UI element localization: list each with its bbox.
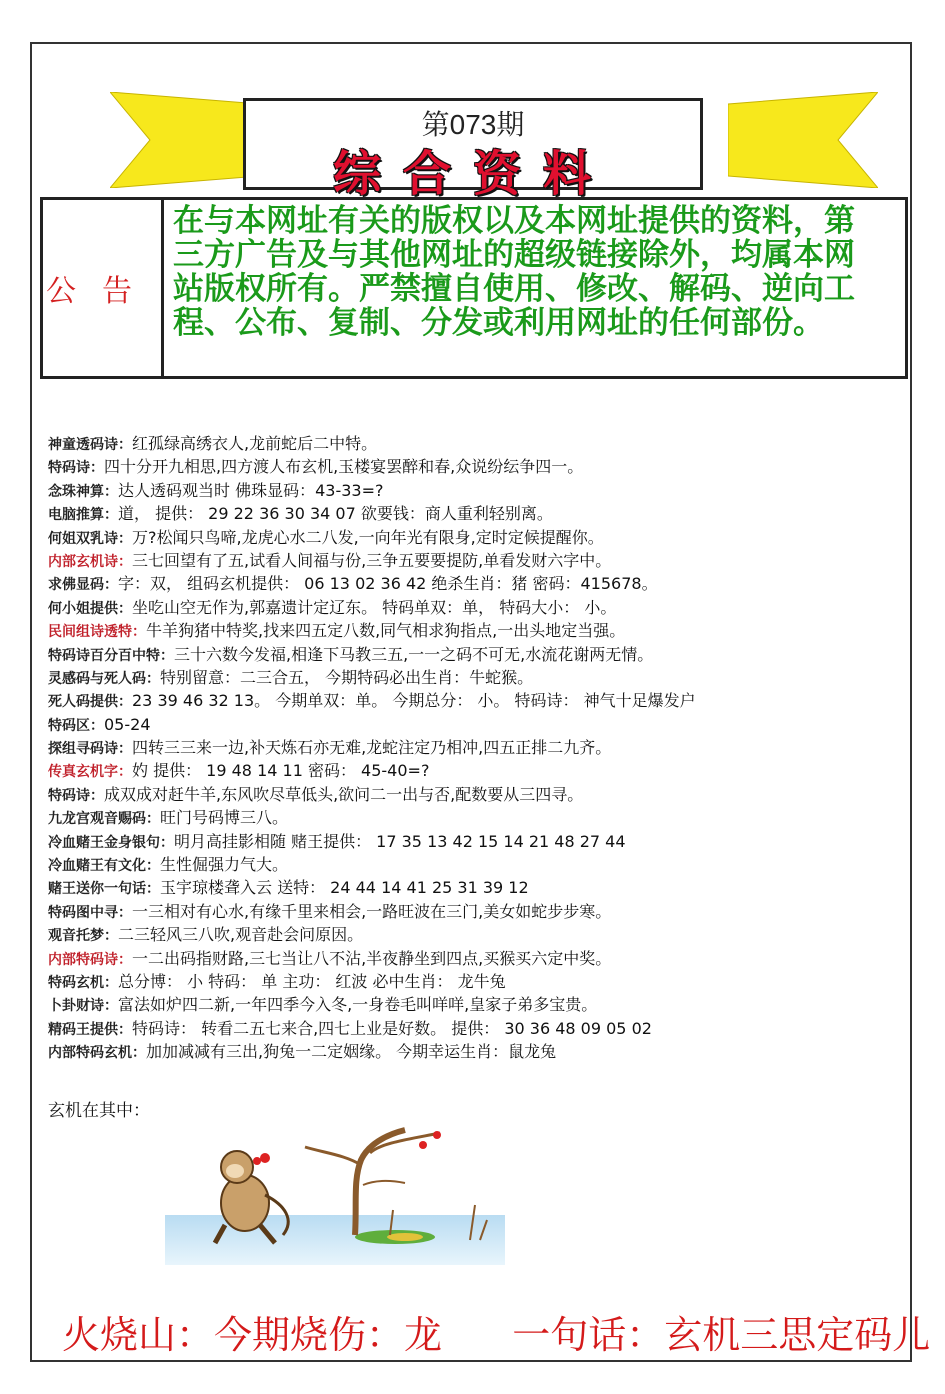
tip-value: 妁 提供： 19 48 14 11 密码： 45-40=? (132, 761, 430, 781)
tip-label: 内部特码诗： (48, 951, 132, 968)
tip-line (48, 923, 898, 946)
tip-label: 内部玄机诗： (48, 553, 132, 570)
closing-label: 玄机在其中： (48, 1101, 150, 1121)
tip-line (48, 526, 898, 549)
tip-label: 特码诗百分百中特： (48, 647, 174, 664)
tip-label: 观音托梦： (48, 928, 118, 945)
tip-label: 求佛显码： (48, 577, 118, 594)
tip-line (48, 619, 898, 642)
monkey-tree-illustration (165, 1125, 505, 1265)
tip-value: 23 39 46 32 13。 今期单双：单。 今期总分： 小。 特码诗： 神气十足爆发户 (132, 691, 696, 711)
tip-line (48, 947, 898, 970)
tip-label: 民间组诗透特： (48, 624, 146, 641)
tip-value: 05-24 (104, 714, 151, 734)
tip-value: 道， 提供： 29 22 36 30 34 07 欲要钱：商人重利轻别离。 (118, 504, 553, 524)
tip-label: 特码玄机： (48, 974, 118, 991)
footer-phrase-text: 一句话：玄机三思定码儿 (512, 1313, 931, 1357)
fruit-icon (260, 1153, 270, 1163)
tip-label: 何姐双乳诗： (48, 530, 132, 547)
tip-label: 精码王提供： (48, 1021, 132, 1038)
tip-line (48, 830, 898, 853)
tip-value: 三七回望有了五,试看人间福与份,三争五要要提防,单看发财六字中。 (132, 550, 612, 570)
tip-line (48, 900, 898, 923)
tip-label: 内部特码玄机： (48, 1045, 146, 1062)
tip-value: 富法如炉四二新,一年四季今入冬,一身卷毛叫咩咩,皇家子弟多宝贵。 (118, 995, 598, 1015)
tip-line (48, 713, 898, 736)
tip-line (48, 736, 898, 759)
ribbon-right-decoration (728, 92, 878, 188)
issue-number: 第073期 (421, 109, 525, 140)
tip-line (48, 1040, 898, 1063)
tip-line (48, 853, 898, 876)
tip-value: 特码诗： 转看二五七来合,四七上业是好数。 提供： 30 36 48 09 05 02 (132, 1018, 652, 1038)
tip-line (48, 689, 898, 712)
tip-value: 成双成对赶牛羊,东风吹尽草低头,欲问二一出与否,配数要从三四寻。 (104, 784, 584, 804)
tip-label: 探组寻码诗： (48, 741, 132, 758)
tip-value: 红孤绿高绣衣人,龙前蛇后二中特。 (132, 434, 378, 453)
tips-list (48, 432, 898, 1064)
tip-value: 四转三三来一边,补天炼石亦无难,龙蛇注定乃相冲,四五正排二九齐。 (132, 738, 612, 758)
tip-value: 旺门号码博三八。 (160, 808, 289, 828)
tip-line (48, 1017, 898, 1040)
tip-value: 生性倔强力气大。 (160, 855, 289, 875)
tip-label: 赌王送你一句话： (48, 881, 160, 898)
tip-value: 牛羊狗猪中特奖,找来四五定八数,同气相求狗指点,一出头地定当强。 (146, 621, 626, 641)
tip-value: 特别留意：二三合五， 今期特码必出生肖：牛蛇猴。 (160, 667, 534, 687)
tip-line (48, 783, 898, 806)
tip-line (48, 502, 898, 525)
tip-label: 特码区： (48, 717, 104, 734)
tip-line (48, 759, 898, 782)
footer-burn-text: 火烧山：今期烧伤：龙 (62, 1313, 443, 1357)
tip-label: 特码诗： (48, 460, 104, 477)
tip-value: 万?松闻只鸟啼,龙虎心水二八发,一向年光有限身,定时定候提醒你。 (132, 527, 604, 547)
page-title: 综合资料 (332, 146, 613, 202)
tip-label: 特码诗： (48, 787, 104, 804)
ribbon-left-decoration (110, 92, 260, 188)
tip-label: 卜卦财诗： (48, 998, 118, 1015)
tip-value: 玉宇琼楼聋入云 送特： 24 44 14 41 25 31 39 12 (160, 878, 529, 898)
tip-label: 灵感码与死人码： (48, 670, 160, 687)
tip-value: 坐吃山空无作为,郭嘉遗计定辽东。 特码单双：单， 特码大小： 小。 (132, 597, 617, 617)
tip-label: 冷血赌王有文化： (48, 858, 160, 875)
tip-line (48, 643, 898, 666)
tip-label: 念珠神算： (48, 483, 118, 500)
tip-value: 三十六数今发福,相逢下马教三五,一一之码不可无,水流花谢两无情。 (174, 644, 654, 664)
notice-label: 公告 (43, 200, 164, 376)
tip-line (48, 479, 898, 502)
tip-value: 一三相对有心水,有缘千里来相会,一路旺波在三门,美女如蛇步步寒。 (132, 901, 612, 921)
tip-line (48, 596, 898, 619)
tip-value: 四十分开九相思,四方渡人布玄机,玉楼宴罢醉和春,众说纷纭争四一。 (104, 457, 584, 477)
tip-value: 达人透码观当时 佛珠显码：43-33=? (118, 480, 384, 500)
tip-line (48, 876, 898, 899)
tip-label: 冷血赌王金身银句： (48, 834, 174, 851)
tip-line (48, 455, 898, 478)
tip-line (48, 993, 898, 1016)
tip-line (48, 970, 898, 993)
tip-value: 二三轻风三八吹,观音赴会问原因。 (118, 925, 364, 945)
tip-label: 九龙宫观音赐码： (48, 811, 160, 828)
tip-value: 一二出码指财路,三七当让八不沾,半夜静坐到四点,买猴买六定中奖。 (132, 948, 612, 968)
notice-box (40, 197, 908, 379)
tip-value: 明月高挂影相随 赌王提供： 17 35 13 42 15 14 21 48 27 44 (174, 831, 626, 851)
tip-label: 神童透码诗： (48, 437, 132, 453)
tip-line (48, 572, 898, 595)
header-title-box (243, 98, 703, 202)
tip-line (48, 549, 898, 572)
tip-value: 总分博： 小 特码： 单 主功： 红波 必中生肖： 龙牛兔 (118, 971, 506, 991)
tip-line (48, 806, 898, 829)
tip-label: 特码图中寻： (48, 904, 132, 921)
tip-value: 加加减减有三出,狗兔一二定姻缘。 今期幸运生肖：鼠龙兔 (146, 1042, 557, 1062)
notice-text: 在与本网址有关的版权以及本网址提供的资料，第三方广告及与其他网址的超级链接除外，均属本网站版权所有。严禁擅自使用、修改、解码、逆向工程、公布、复制、分发或利用网址的任何部份。 (173, 203, 855, 341)
tip-label: 死人码提供： (48, 694, 132, 711)
tip-label: 何小姐提供： (48, 600, 132, 617)
tip-label: 电脑推算： (48, 507, 118, 524)
footer-banner (62, 1304, 931, 1359)
tip-line (48, 666, 898, 689)
tip-label: 传真玄机字： (48, 764, 132, 781)
tip-value: 字：双， 组码玄机提供： 06 13 02 36 42 绝杀生肖：猪 密码：415678。 (118, 574, 658, 594)
tip-line (48, 432, 898, 455)
